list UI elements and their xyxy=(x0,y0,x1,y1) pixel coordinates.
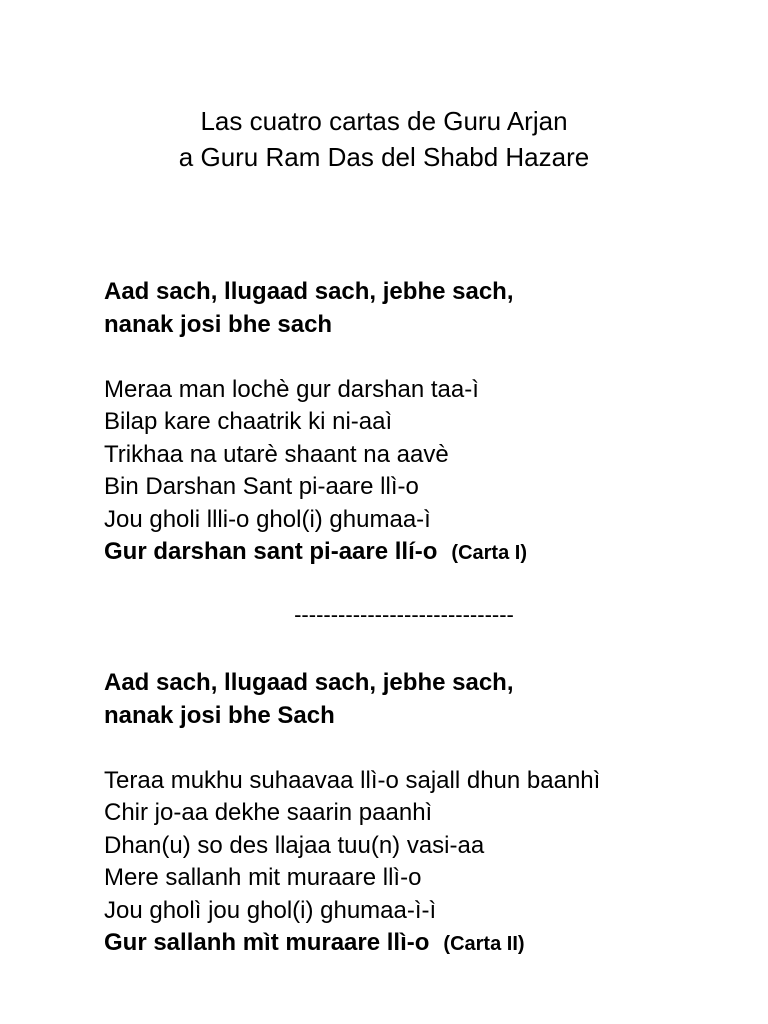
stanza-1-heading-1: Aad sach, llugaad sach, jebhe sach, xyxy=(104,278,514,305)
spacer xyxy=(104,341,744,374)
section-separator: ------------------------------ xyxy=(294,602,514,627)
stanza-1-closing: Gur darshan sant pi-aare llí-o xyxy=(104,538,438,565)
stanza-2 xyxy=(104,667,744,961)
stanza-2-carta-label: (Carta II) xyxy=(443,933,525,955)
stanza-1-line: Bin Darshan Sant pi-aare llì-o xyxy=(104,473,419,500)
stanza-1-closing-line xyxy=(104,536,744,570)
stanza-1 xyxy=(104,276,744,570)
spacer xyxy=(104,732,744,765)
stanza-1-line: Jou gholi llli-o ghol(i) ghumaa-ì xyxy=(104,505,431,533)
stanza-2-heading-1: Aad sach, llugaad sach, jebhe sach, xyxy=(104,669,514,696)
stanza-2-line: Chir jo-aa dekhe saarin paanhì xyxy=(104,799,433,826)
stanza-2-line: Jou gholì jou ghol(i) ghumaa-ì-ì xyxy=(104,896,437,924)
stanza-1-heading-2: nanak josi bhe sach xyxy=(104,310,333,338)
stanza-1-line: Trikhaa na utarè shaant na aavè xyxy=(104,440,449,468)
stanza-1-carta-label: (Carta I) xyxy=(451,542,527,564)
stanza-2-line: Mere sallanh mit muraare llì-o xyxy=(104,864,422,891)
stanza-1-line: Meraa man lochè gur darshan taa-ì xyxy=(104,375,479,403)
title-line-1: Las cuatro cartas de Guru Arjan xyxy=(200,106,568,136)
stanza-2-closing-line xyxy=(104,927,744,961)
title-line-2: a Guru Ram Das del Shabd Hazare xyxy=(178,142,590,172)
stanza-1-line: Bilap kare chaatrik ki ni-aaì xyxy=(104,408,393,435)
stanza-2-line: Dhan(u) so des llajaa tuu(n) vasi-aa xyxy=(104,831,485,859)
stanza-2-closing: Gur sallanh mìt muraare llì-o xyxy=(104,929,430,956)
stanza-2-heading-2: nanak josi bhe Sach xyxy=(104,701,335,729)
document-title xyxy=(0,103,768,175)
stanza-2-line: Teraa mukhu suhaavaa llì-o sajall dhun baanhì xyxy=(104,766,601,794)
